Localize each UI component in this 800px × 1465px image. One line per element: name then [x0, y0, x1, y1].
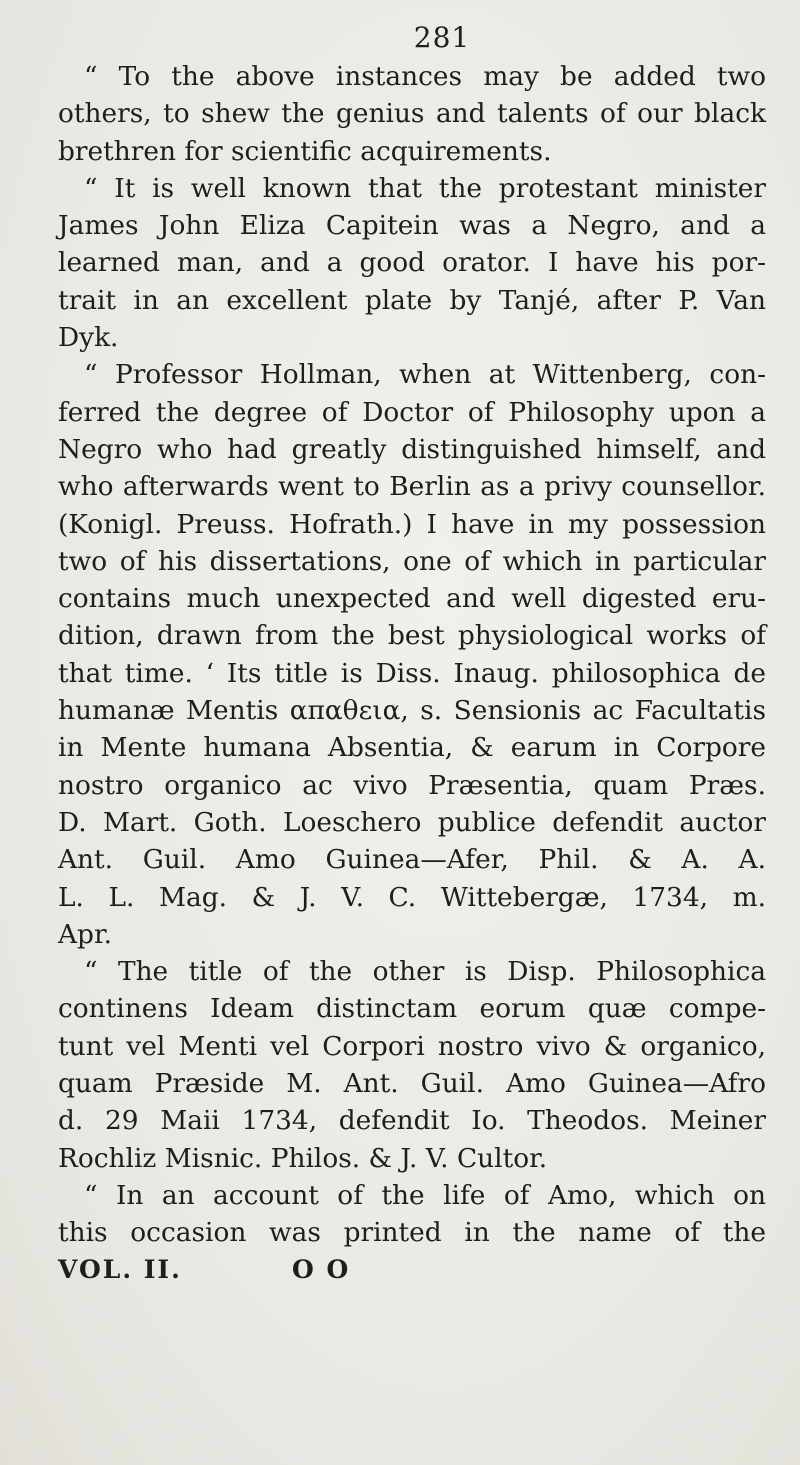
paragraph — [58, 58, 766, 170]
text-line: trait in an excellent plate by Tanjé, after P. Van — [58, 284, 766, 316]
text-line: dition, drawn from the best physiological works of — [58, 620, 766, 652]
page-number: 281 — [413, 21, 471, 54]
text-line: “ In an account of the life of Amo, which on — [84, 1179, 766, 1211]
page-footer — [58, 1252, 766, 1288]
page-content — [58, 20, 766, 1288]
text-line: Dyk. — [58, 322, 119, 354]
text-line: “ Professor Hollman, when at Wittenberg, con- — [84, 359, 766, 391]
text-line: tunt vel Menti vel Corpori nostro vivo & organico, — [58, 1030, 766, 1062]
paragraph — [58, 170, 766, 356]
text-line: Negro who had greatly distinguished himself, and — [58, 433, 766, 465]
text-line: learned man, and a good orator. I have his por- — [58, 247, 766, 279]
text-line: humanæ Mentis απαθεια, s. Sensionis ac Facultatis — [58, 695, 767, 727]
signature-mark: O O — [292, 1254, 351, 1284]
text-line: D. Mart. Goth. Loeschero publice defendit auctor — [58, 806, 766, 838]
text-line: Ant. Guil. Amo Guinea—Afer, Phil. & A. A. — [58, 844, 766, 876]
paragraph — [58, 953, 766, 1177]
text-line: brethren for scientific acquirements. — [58, 135, 552, 167]
text-line: continens Ideam distinctam eorum quæ compe- — [58, 993, 766, 1025]
paragraph — [58, 1177, 766, 1252]
text-line: “ To the above instances may be added two — [84, 61, 766, 92]
volume-signature: VOL. II. — [58, 1254, 182, 1284]
text-line: Rochliz Misnic. Philos. & J. V. Cultor. — [58, 1142, 548, 1174]
text-line: ferred the degree of Doctor of Philosophy upon a — [58, 396, 766, 428]
text-line: (Konigl. Preuss. Hofrath.) I have in my possession — [58, 508, 766, 540]
text-line: L. L. Mag. & J. V. C. Wittebergæ, 1734, m. — [58, 881, 766, 913]
text-line: Apr. — [58, 918, 113, 950]
text-line: two of his dissertations, one of which in particular — [58, 545, 766, 577]
text-line: James John Eliza Capitein was a Negro, and a — [58, 210, 766, 242]
text-line: “ It is well known that the protestant minister — [84, 172, 766, 204]
text-line: contains much unexpected and well digested eru- — [58, 583, 766, 615]
text-line: that time. ‘ Its title is Diss. Inaug. philosophica de — [58, 657, 766, 689]
text-line: “ The title of the other is Disp. Philosophica — [84, 956, 766, 988]
text-line: in Mente humana Absentia, & earum in Corpore — [58, 732, 766, 764]
text-line: others, to shew the genius and talents of our black — [58, 98, 766, 130]
text-line: d. 29 Maii 1734, defendit Io. Theodos. Meiner — [58, 1105, 766, 1137]
body-text — [58, 58, 766, 1252]
text-line: quam Præside M. Ant. Guil. Amo Guinea—Afro — [58, 1068, 766, 1100]
text-line: who afterwards went to Berlin as a privy counsellor. — [58, 471, 766, 503]
text-line: this occasion was printed in the name of the — [58, 1217, 766, 1249]
paragraph — [58, 356, 766, 953]
text-line: nostro organico ac vivo Præsentia, quam Præs. — [58, 769, 766, 801]
